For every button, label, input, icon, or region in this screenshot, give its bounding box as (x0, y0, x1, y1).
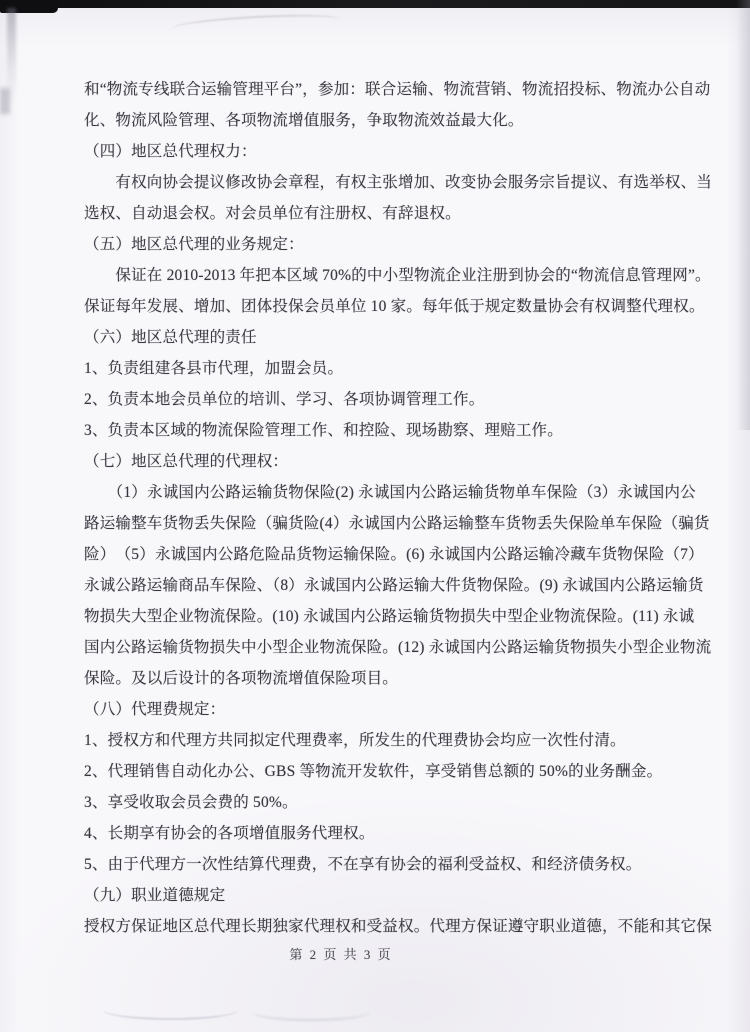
scan-top-edge-bar (0, 0, 750, 8)
numbered-item: 1、负责组建各县市代理，加盟会员。 (84, 360, 344, 377)
numbered-item: 2、负责本地会员单位的培训、学习、各项协调管理工作。 (84, 391, 485, 408)
document-line: 有权向协会提议修改协会章程，有权主张增加、改变协会服务宗旨提议、有选举权、当 (84, 174, 713, 191)
section-heading: （六）地区总代理的责任 (84, 329, 257, 346)
numbered-item: 4、长期享有协会的各项增值服务代理权。 (84, 825, 375, 842)
document-line: 保证在 2010-2013 年把本区域 70%的中小型物流企业注册到协会的“物流信息管理网”。 (84, 267, 711, 284)
page-number-footer: 第 2 页 共 3 页 (289, 947, 393, 962)
section-heading: （五）地区总代理的业务规定： (84, 236, 304, 253)
section-heading: （七）地区总代理的代理权： (84, 453, 289, 470)
paper-crease-top (172, 12, 341, 37)
paper-crease-bottom-center (252, 1003, 370, 1021)
paper-crease-bottom-left (103, 1000, 238, 1020)
document-line: 化、物流风险管理、各项物流增值服务，争取物流效益最大化。 (84, 112, 524, 129)
numbered-item: 2、代理销售自动化办公、GBS 等物流开发软件，享受销售总额的 50%的业务酬金。 (84, 763, 663, 780)
section-heading: （九）职业道德规定 (84, 887, 226, 904)
document-line: （1）永诚国内公路运输货物保险(2) 永诚国内公路运输货物单车保险（3）永诚国内公 (84, 484, 696, 501)
numbered-item: 5、由于代理方一次性结算代理费，不在享有协会的福利受益权、和经济债务权。 (84, 856, 642, 873)
document-line: 路运输整车货物丢失保险（骗货险(4）永诚国内公路运输整车货物丢失保险单车保险（骗货 (84, 515, 710, 532)
document-line: 国内公路运输货物损失中小型企业物流保险。(12) 永诚国内公路运输货物损失小型企业物流 (84, 639, 712, 656)
document-line: 和“物流专线联合运输管理平台”，参加：联合运输、物流营销、物流招投标、物流办公自动 (84, 81, 711, 98)
numbered-item: 3、享受收取会员会费的 50%。 (84, 794, 298, 811)
numbered-item: 1、授权方和代理方共同拟定代理费率，所发生的代理费协会均应一次性付清。 (84, 732, 626, 749)
document-line: 授权方保证地区总代理长期独家代理权和受益权。代理方保证遵守职业道德，不能和其它保 (84, 918, 713, 935)
scan-left-edge-smudge (0, 88, 10, 114)
document-line: 险） （5）永诚国内公路危险品货物运输保险。(6) 永诚国内公路运输冷藏车货物保险（7） (84, 546, 704, 563)
document-line: 保证每年发展、增加、团体投保会员单位 10 家。每年低于规定数量协会有权调整代理权。 (84, 298, 705, 315)
document-body (84, 74, 729, 942)
numbered-item: 3、负责本区域的物流保险管理工作、和控险、现场勘察、理赔工作。 (84, 422, 563, 439)
scan-right-edge-shadow (736, 0, 750, 430)
section-heading: （四）地区总代理权力： (84, 143, 257, 160)
document-line: 保险。及以后设计的各项物流增值保险项目。 (84, 670, 399, 687)
document-line: 永诚公路运输商品车保险、（8）永诚国内公路运输大件货物保险。(9) 永诚国内公路运输货 (84, 577, 704, 594)
section-heading: （八）代理费规定： (84, 701, 226, 718)
document-line: 选权、自动退会权。对会员单位有注册权、有辞退权。 (84, 205, 461, 222)
document-line: 物损失大型企业物流保险。(10) 永诚国内公路运输货物损失中型企业物流保险。(11) 永诚 (84, 608, 695, 625)
